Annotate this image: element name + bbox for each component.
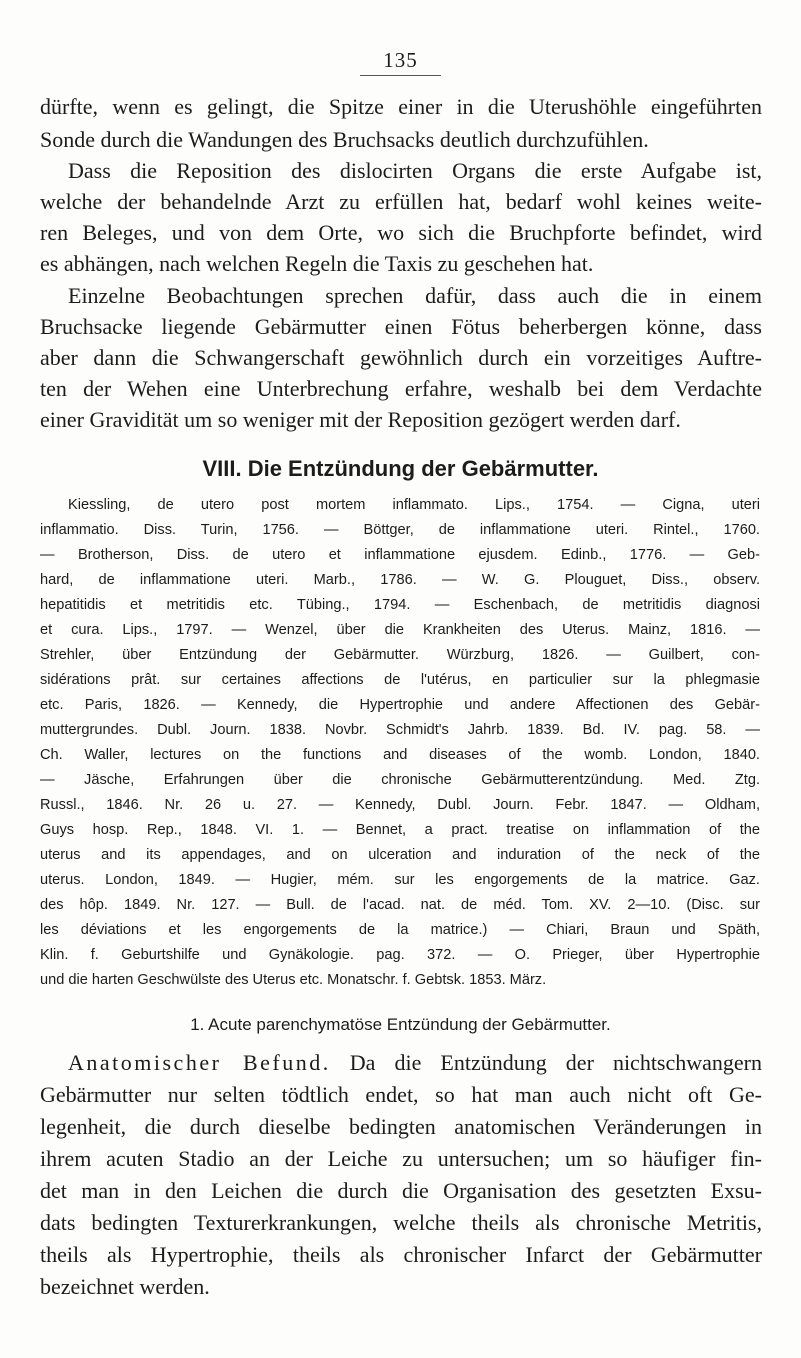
bibliography-line: hard, de inflammatione uteri. Marb., 1786. — W. G. Plouguet, Diss., observ. bbox=[40, 572, 760, 588]
text-line: aber dann die Schwangerschaft gewöhnlich durch ein vorzeitiges Auftre- bbox=[40, 345, 762, 370]
bibliography-line: Guys hosp. Rep., 1848. VI. 1. — Bennet, a pract. treatise on inflammation of the bbox=[40, 822, 760, 838]
bibliography-line: des hôp. 1849. Nr. 127. — Bull. de l'acad. nat. de méd. Tom. XV. 2—10. (Disc. sur bbox=[40, 897, 760, 913]
text-line bbox=[68, 1050, 762, 1076]
page-number: 135 bbox=[0, 48, 801, 73]
text-line: Gebärmutter nur selten tödtlich endet, so hat man auch nicht oft Ge- bbox=[40, 1082, 762, 1107]
bibliography-line: Kiessling, de utero post mortem inflammato. Lips., 1754. — Cigna, uteri bbox=[68, 497, 760, 513]
bibliography-line: sidérations prât. sur certaines affections de l'utérus, en particulier sur la phlegmasie bbox=[40, 672, 760, 688]
bibliography-line: inflammatio. Diss. Turin, 1756. — Böttger, de inflammatione uteri. Rintel., 1760. bbox=[40, 522, 760, 538]
bibliography-line: et cura. Lips., 1797. — Wenzel, über die Krankheiten des Uterus. Mainz, 1816. — bbox=[40, 622, 760, 638]
bibliography-line: und die harten Geschwülste des Uterus etc. Monatschr. f. Gebtsk. 1853. März. bbox=[40, 972, 547, 988]
bibliography-line: uterus. London, 1849. — Hugier, mém. sur les engorgements de la matrice. Gaz. bbox=[40, 872, 760, 888]
bibliography-line: — Jäsche, Erfahrungen über die chronische Gebärmutterentzündung. Med. Ztg. bbox=[40, 772, 760, 788]
section-heading: VIII. Die Entzündung der Gebärmutter. bbox=[202, 456, 599, 481]
text-line: es abhängen, nach welchen Regeln die Taxis zu geschehen hat. bbox=[40, 251, 594, 276]
text-line: bezeichnet werden. bbox=[40, 1274, 210, 1299]
text-line: dürfte, wenn es gelingt, die Spitze einer in die Uterushöhle eingeführten bbox=[40, 94, 762, 119]
bibliography-line: Strehler, über Entzündung der Gebärmutter. Würzburg, 1826. — Guilbert, con- bbox=[40, 647, 760, 663]
bibliography-line: — Brotherson, Diss. de utero et inflammatione ejusdem. Edinb., 1776. — Geb- bbox=[40, 547, 760, 563]
text-line: theils als Hypertrophie, theils als chronischer Infarct der Gebärmutter bbox=[40, 1242, 762, 1267]
text-line: ten der Wehen eine Unterbrechung erfahre, weshalb bei dem Verdachte bbox=[40, 376, 762, 401]
bibliography-line: hepatitidis et metritidis etc. Tübing., 1794. — Eschenbach, de metritidis diagnosi bbox=[40, 597, 760, 613]
text-line: Sonde durch die Wandungen des Bruchsacks deutlich durchzufühlen. bbox=[40, 127, 649, 152]
text-span: Da die Entzündung der nichtschwangern bbox=[330, 1050, 763, 1075]
text-line: Dass die Reposition des dislocirten Organs die erste Aufgabe ist, bbox=[68, 158, 762, 183]
text-line: einer Gravidität um so weniger mit der Reposition gezögert werden darf. bbox=[40, 407, 681, 432]
bibliography-line: muttergrundes. Dubl. Journ. 1838. Novbr. Schmidt's Jahrb. 1839. Bd. IV. pag. 58. — bbox=[40, 722, 760, 738]
text-line: det man in den Leichen die durch die Organisation des gesetzten Exsu- bbox=[40, 1178, 762, 1203]
bibliography-line: Ch. Waller, lectures on the functions and diseases of the womb. London, 1840. bbox=[40, 747, 760, 763]
text-line: ren Beleges, und von dem Orte, wo sich die Bruchpforte befindet, wird bbox=[40, 220, 762, 245]
bibliography-line: uterus and its appendages, and on ulceration and induration of the neck of the bbox=[40, 847, 760, 863]
text-line: ihrem acuten Stadio an der Leiche zu untersuchen; um so häufiger fin- bbox=[40, 1146, 762, 1171]
lead-term: Anatomischer Befund. bbox=[68, 1050, 331, 1075]
text-line: Einzelne Beobachtungen sprechen dafür, dass auch die in einem bbox=[68, 283, 762, 308]
text-line: dats bedingten Texturerkrankungen, welche theils als chronische Metritis, bbox=[40, 1210, 762, 1235]
bibliography-line: Russl., 1846. Nr. 26 u. 27. — Kennedy, Dubl. Journ. Febr. 1847. — Oldham, bbox=[40, 797, 760, 813]
bibliography-line: Klin. f. Geburtshilfe und Gynäkologie. pag. 372. — O. Prieger, über Hypertrophie bbox=[40, 947, 760, 963]
bibliography-line: etc. Paris, 1826. — Kennedy, die Hypertrophie und andere Affectionen des Gebär- bbox=[40, 697, 760, 713]
subsection-heading: 1. Acute parenchymatöse Entzündung der Gebärmutter. bbox=[190, 1015, 611, 1034]
text-line: Bruchsacke liegende Gebärmutter einen Fötus beherbergen könne, dass bbox=[40, 314, 762, 339]
text-line: welche der behandelnde Arzt zu erfüllen hat, bedarf wohl keines weite- bbox=[40, 189, 762, 214]
bibliography-line: les déviations et les engorgements de la matrice.) — Chiari, Braun und Späth, bbox=[40, 922, 760, 938]
text-line: legenheit, die durch dieselbe bedingten anatomischen Veränderungen in bbox=[40, 1114, 762, 1139]
